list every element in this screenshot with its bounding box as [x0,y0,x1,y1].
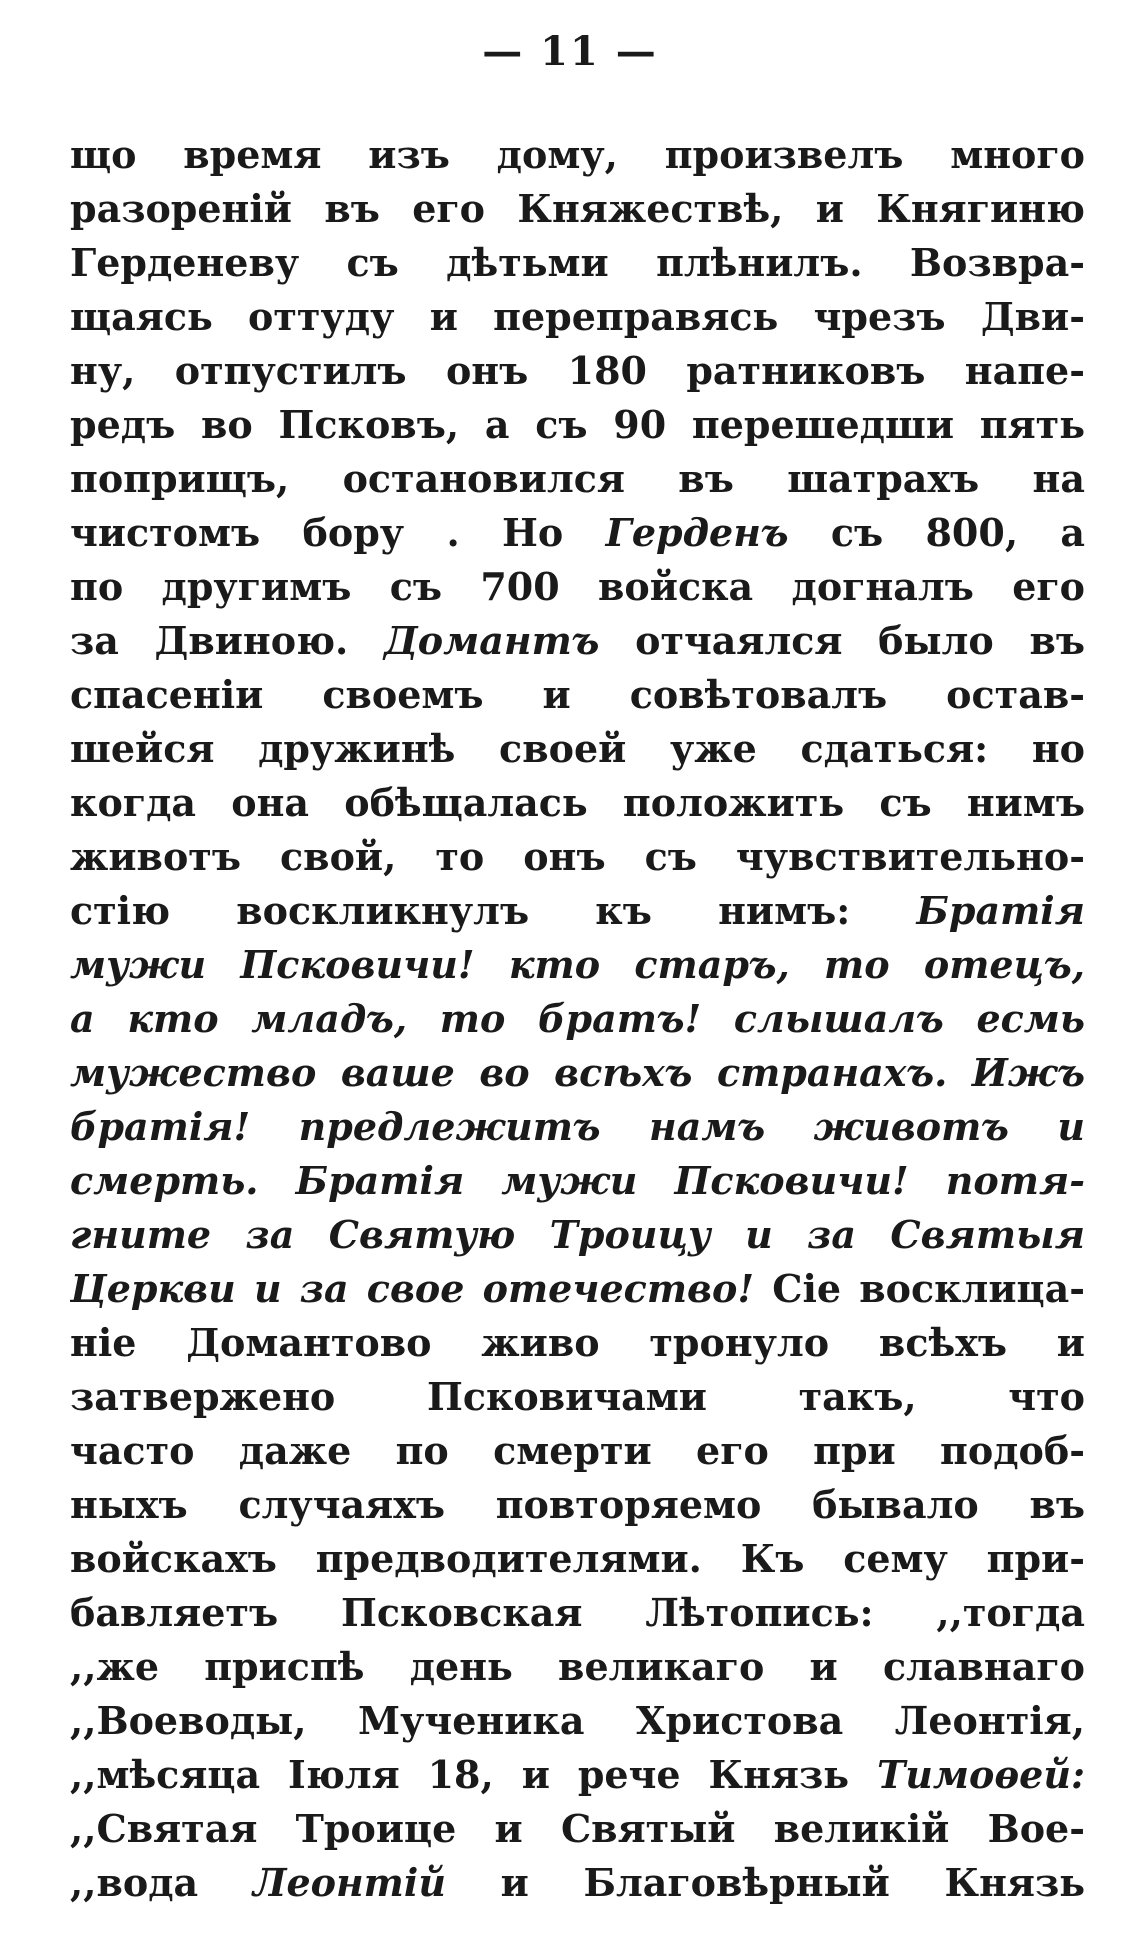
text-segment: часто даже по смерти его при подоб- [70,1428,1085,1473]
text-line [70,182,1085,236]
text-segment: бавляетъ Псковская Лѣтопись: ,,тогда [70,1590,1085,1635]
text-line [70,614,1085,668]
text-line [70,830,1085,884]
text-segment: ніе Домантово живо тронуло всѣхъ и [70,1320,1085,1365]
page-body-text [70,128,1085,1910]
text-line [70,344,1085,398]
text-line [70,992,1085,1046]
text-line [70,938,1085,992]
text-segment: затвержено Псковичами такъ, что [70,1374,1085,1419]
text-segment: спасеніи своемъ и совѣтовалъ остав- [70,672,1085,717]
text-segment: разореній въ его Княжествѣ, и Княгиню [70,186,1085,231]
text-line [70,722,1085,776]
text-segment: ,,мѣсяца Іюля 18, и рече Князь [70,1752,877,1797]
italic-segment: а кто младъ, то братъ! слышалъ есмь [70,996,1085,1041]
text-segment: Сіе восклица- [754,1266,1085,1311]
text-line [70,1748,1085,1802]
text-line [70,1802,1085,1856]
text-line [70,506,1085,560]
text-segment: редъ во Псковъ, а съ 90 перешедши пять [70,402,1085,447]
text-line [70,1262,1085,1316]
italic-segment: братія! предлежитъ намъ животъ и [70,1104,1085,1149]
text-line [70,128,1085,182]
text-line [70,398,1085,452]
italic-segment: Церкви и за свое отечество! [70,1266,755,1311]
italic-segment: Леонтій [252,1860,446,1905]
text-segment: шейся дружинѣ своей уже сдаться: но [70,726,1085,771]
text-segment: щаясь оттуду и переправясь чрезъ Дви- [70,294,1085,339]
text-line [70,1586,1085,1640]
text-line [70,1532,1085,1586]
text-line [70,1100,1085,1154]
text-segment: по другимъ съ 700 войска догналъ его [70,564,1085,609]
text-segment: поприщъ, остановился въ шатрахъ на [70,456,1085,501]
text-segment: животъ свой, то онъ съ чувствительно- [70,834,1085,879]
text-segment: стію воскликнулъ къ нимъ: [70,888,917,933]
text-segment: когда она обѣщалась положить съ нимъ [70,780,1085,825]
text-line [70,1208,1085,1262]
text-line [70,452,1085,506]
text-line [70,1856,1085,1910]
italic-segment: мужество ваше во всѣхъ странахъ. Ижъ [70,1050,1085,1095]
text-line [70,1046,1085,1100]
italic-segment: мужи Псковичи! кто старъ, то отецъ, [70,942,1085,987]
text-segment: ныхъ случаяхъ повторяемо бывало въ [70,1482,1085,1527]
text-line [70,1694,1085,1748]
text-segment: Герденеву съ дѣтьми плѣнилъ. Возвра- [70,240,1085,285]
text-segment: ,,же приспѣ день великаго и славнаго [70,1644,1085,1689]
text-segment: и Благовѣрный Князь [445,1860,1085,1905]
text-line [70,1478,1085,1532]
text-line [70,884,1085,938]
text-segment: ,,Святая Троице и Святый великій Вое- [70,1806,1085,1851]
text-line [70,668,1085,722]
text-line [70,1370,1085,1424]
text-segment: съ 800, а [788,510,1085,555]
text-segment: ,,Воеводы, Мученика Христова Леонтія, [70,1698,1085,1743]
text-segment: ,,вода [70,1860,253,1905]
text-line [70,560,1085,614]
page-header: — 11 — [482,28,658,75]
text-line [70,290,1085,344]
italic-segment: смерть. Братія мужи Псковичи! потя- [70,1158,1085,1203]
text-line [70,1316,1085,1370]
italic-segment: Братія [916,888,1085,933]
text-segment: що время изъ дому, произвелъ много [70,132,1085,177]
italic-segment: Тимоѳей: [877,1752,1085,1797]
text-line [70,1424,1085,1478]
text-line [70,1640,1085,1694]
text-segment: за Двиною. [70,618,384,663]
text-segment: войскахъ предводителями. Къ сему при- [70,1536,1085,1581]
italic-segment: гните за Святую Троицу и за Святыя [70,1212,1085,1257]
text-line [70,776,1085,830]
italic-segment: Домантъ [383,618,600,663]
text-segment: ну, отпустилъ онъ 180 ратниковъ напе- [70,348,1085,393]
text-segment: отчаялся было въ [599,618,1085,663]
text-segment: чистомъ бору . Но [70,510,606,555]
italic-segment: Герденъ [605,510,789,555]
text-line [70,236,1085,290]
text-line [70,1154,1085,1208]
